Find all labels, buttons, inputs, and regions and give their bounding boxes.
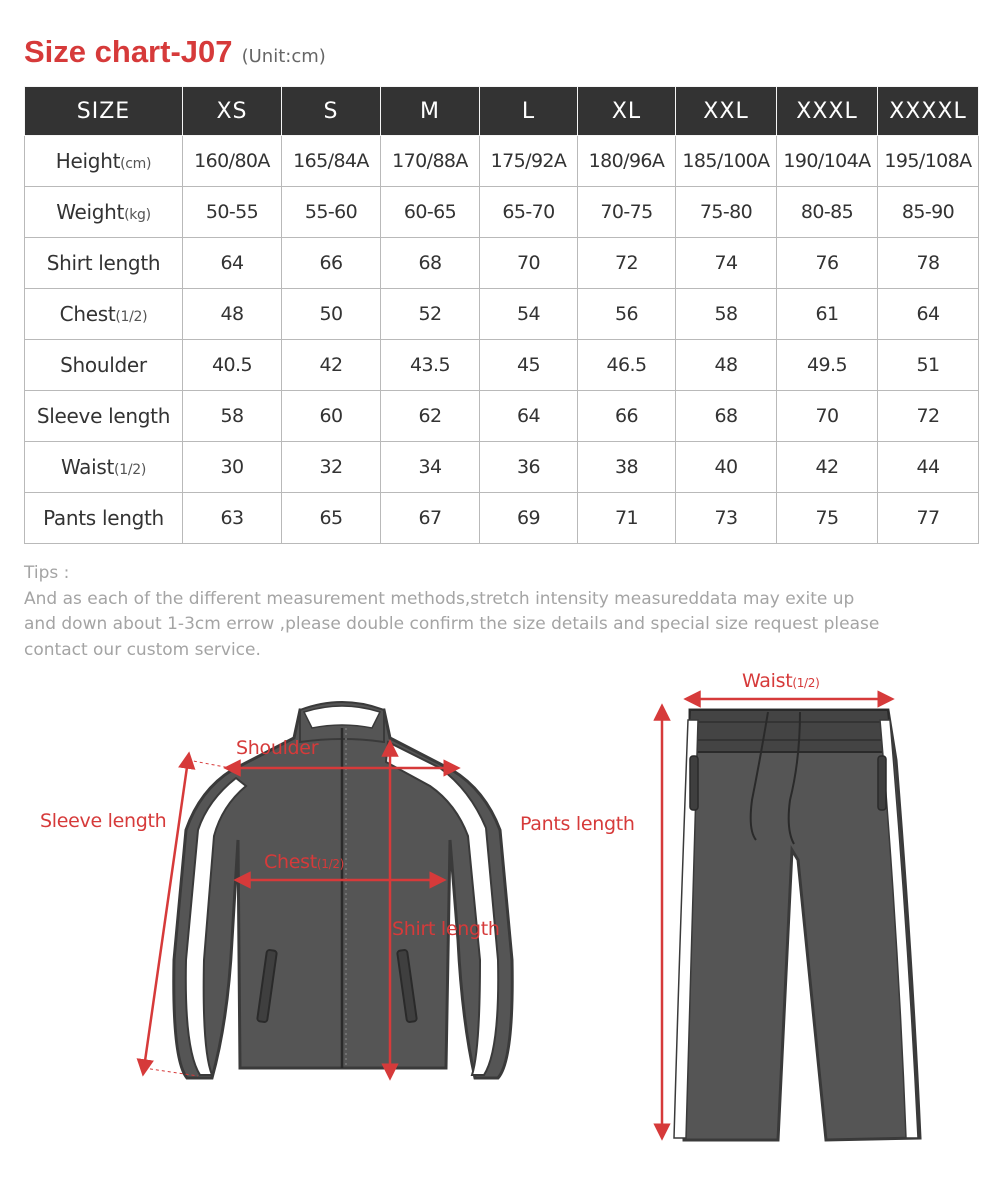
table-cell: 65-70 xyxy=(480,187,578,238)
pants-length-label: Pants length xyxy=(520,813,635,835)
table-cell: 62 xyxy=(381,391,480,442)
pants-left-pocket xyxy=(690,756,698,810)
table-cell: 80-85 xyxy=(777,187,878,238)
table-cell: 77 xyxy=(878,493,979,544)
header-xxxxl: XXXXL xyxy=(878,87,979,136)
table-cell: 50 xyxy=(282,289,381,340)
header-m: M xyxy=(381,87,480,136)
chest-label xyxy=(264,851,344,873)
row-label-unit: (1/2) xyxy=(114,462,147,478)
table-cell: 54 xyxy=(480,289,578,340)
chest-label-unit: (1/2) xyxy=(316,857,345,871)
table-cell: 56 xyxy=(578,289,676,340)
table-cell: 68 xyxy=(381,238,480,289)
table-cell: 49.5 xyxy=(777,340,878,391)
chart-title-text: Size chart-J07 xyxy=(24,34,233,69)
table-cell: 74 xyxy=(676,238,777,289)
table-cell: 38 xyxy=(578,442,676,493)
tips-line-2: and down about 1-3cm errow ,please double confirm the size details and special size request please xyxy=(24,614,880,634)
table-cell: 160/80A xyxy=(183,136,282,187)
table-cell: 180/96A xyxy=(578,136,676,187)
pants-right-pocket xyxy=(878,756,886,810)
table-cell: 75 xyxy=(777,493,878,544)
table-cell: 78 xyxy=(878,238,979,289)
header-l: L xyxy=(480,87,578,136)
table-cell: 50-55 xyxy=(183,187,282,238)
table-cell: 64 xyxy=(480,391,578,442)
table-cell: 76 xyxy=(777,238,878,289)
waist-label xyxy=(742,670,820,692)
table-cell: 64 xyxy=(878,289,979,340)
table-cell: 70-75 xyxy=(578,187,676,238)
table-cell: 46.5 xyxy=(578,340,676,391)
table-cell: 63 xyxy=(183,493,282,544)
table-cell: 45 xyxy=(480,340,578,391)
row-label-text: Shirt length xyxy=(46,251,161,275)
table-cell: 72 xyxy=(878,391,979,442)
table-cell: 42 xyxy=(777,442,878,493)
row-label-text: Shoulder xyxy=(60,353,147,377)
pants-illustration xyxy=(674,710,920,1140)
unit-note: (Unit:cm) xyxy=(241,46,326,67)
table-cell: 48 xyxy=(676,340,777,391)
row-label-text: Chest xyxy=(59,302,116,326)
row-label-text: Pants length xyxy=(43,506,164,530)
table-cell: 66 xyxy=(578,391,676,442)
row-label-unit: (kg) xyxy=(124,207,151,223)
table-cell: 36 xyxy=(480,442,578,493)
table-cell: 40 xyxy=(676,442,777,493)
tips-heading: Tips : xyxy=(24,563,70,583)
table-cell: 51 xyxy=(878,340,979,391)
table-cell: 175/92A xyxy=(480,136,578,187)
table-cell: 65 xyxy=(282,493,381,544)
table-cell: 42 xyxy=(282,340,381,391)
table-cell: 72 xyxy=(578,238,676,289)
row-label-text: Sleeve length xyxy=(36,404,171,428)
table-cell: 195/108A xyxy=(878,136,979,187)
table-cell: 67 xyxy=(381,493,480,544)
header-xxxl: XXXL xyxy=(777,87,878,136)
header-s: S xyxy=(282,87,381,136)
table-cell: 61 xyxy=(777,289,878,340)
table-cell: 60 xyxy=(282,391,381,442)
header-xs: XS xyxy=(183,87,282,136)
header-xxl: XXL xyxy=(676,87,777,136)
row-label-text: Weight xyxy=(56,200,125,224)
header-size: SIZE xyxy=(25,87,183,136)
table-cell: 58 xyxy=(183,391,282,442)
table-cell: 34 xyxy=(381,442,480,493)
header-xl: XL xyxy=(578,87,676,136)
shoulder-label: Shoulder xyxy=(236,737,319,759)
table-cell: 48 xyxy=(183,289,282,340)
table-cell: 75-80 xyxy=(676,187,777,238)
table-cell: 69 xyxy=(480,493,578,544)
table-cell: 70 xyxy=(480,238,578,289)
table-cell: 170/88A xyxy=(381,136,480,187)
table-cell: 66 xyxy=(282,238,381,289)
table-cell: 73 xyxy=(676,493,777,544)
table-cell: 85-90 xyxy=(878,187,979,238)
row-label-unit: (cm) xyxy=(120,156,152,172)
table-cell: 52 xyxy=(381,289,480,340)
table-cell: 40.5 xyxy=(183,340,282,391)
table-cell: 60-65 xyxy=(381,187,480,238)
waist-label-text: Waist xyxy=(742,670,793,692)
row-label-text: Waist xyxy=(60,455,115,479)
waist-label-unit: (1/2) xyxy=(792,676,820,690)
table-cell: 190/104A xyxy=(777,136,878,187)
table-cell: 71 xyxy=(578,493,676,544)
table-cell: 55-60 xyxy=(282,187,381,238)
table-cell: 185/100A xyxy=(676,136,777,187)
row-label-unit: (1/2) xyxy=(115,309,148,325)
jacket-illustration xyxy=(174,702,512,1078)
sleeve-length-label: Sleeve length xyxy=(40,810,167,832)
table-cell: 32 xyxy=(282,442,381,493)
table-cell: 64 xyxy=(183,238,282,289)
table-cell: 165/84A xyxy=(282,136,381,187)
pants-waistband xyxy=(688,710,892,752)
row-label-text: Height xyxy=(55,149,121,173)
jacket-collar-inner xyxy=(304,706,380,728)
table-cell: 58 xyxy=(676,289,777,340)
tips-line-1: And as each of the different measurement methods,stretch intensity measureddata may exite up xyxy=(24,588,855,609)
shirt-length-label: Shirt length xyxy=(392,918,500,940)
tips-line-3: contact our custom service. xyxy=(24,639,261,660)
table-cell: 43.5 xyxy=(381,340,480,391)
table-cell: 70 xyxy=(777,391,878,442)
table-cell: 30 xyxy=(183,442,282,493)
table-cell: 44 xyxy=(878,442,979,493)
chest-label-text: Chest xyxy=(264,851,317,873)
table-cell: 68 xyxy=(676,391,777,442)
